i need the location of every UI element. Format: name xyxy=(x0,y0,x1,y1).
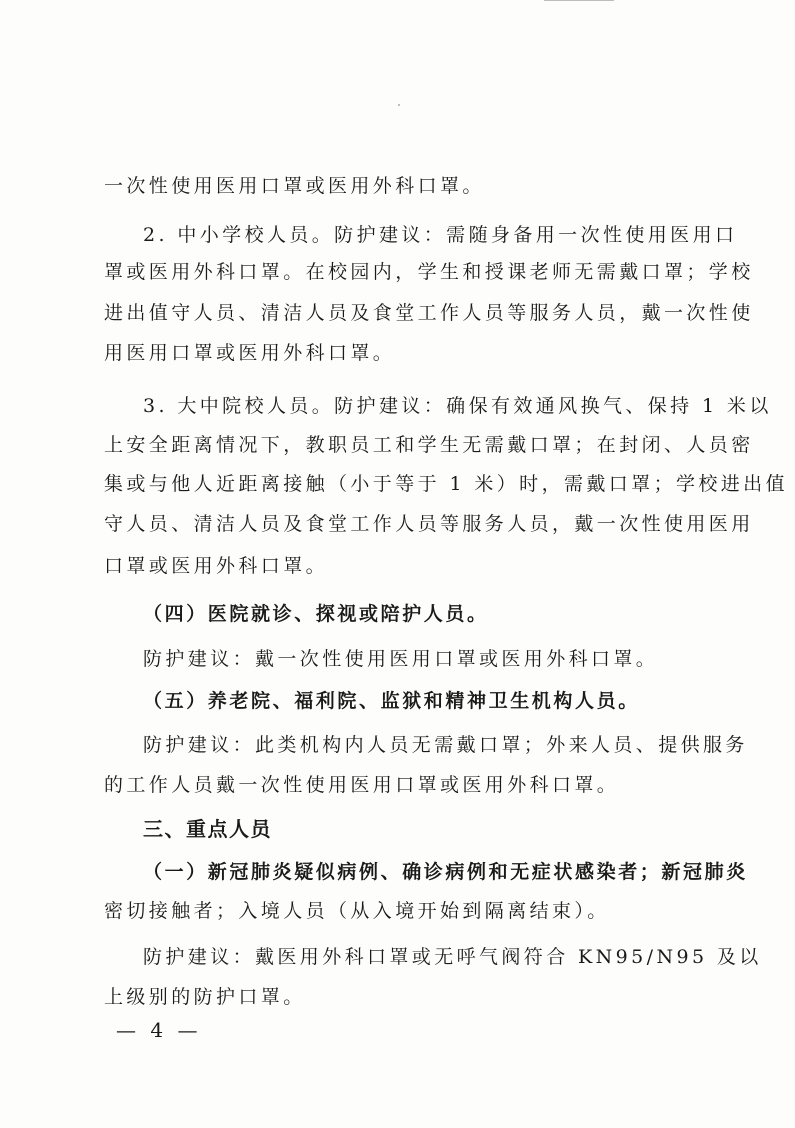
section-subheading: （四）医院就诊、探视或陪护人员。 xyxy=(143,603,489,625)
scan-mark-top xyxy=(544,0,614,1)
body-line: 密切接触者；入境人员（从入境开始到隔离结束）。 xyxy=(104,900,610,922)
body-line: 防护建议：此类机构内人员无需戴口罩；外来人员、提供服务 xyxy=(143,734,748,756)
body-line: 上级别的防护口罩。 xyxy=(104,986,306,1008)
body-line: 罩或医用外科口罩。在校园内，学生和授课老师无需戴口罩；学校 xyxy=(104,261,754,283)
body-line: 防护建议：戴医用外科口罩或无呼气阀符合 KN95/N95 及以 xyxy=(143,946,762,968)
body-line: 用医用口罩或医用外科口罩。 xyxy=(104,342,396,364)
body-line: 一次性使用医用口罩或医用外科口罩。 xyxy=(104,175,485,197)
page-number: — 4 — xyxy=(116,1018,202,1042)
body-line: 进出值守人员、清洁人员及食堂工作人员等服务人员，戴一次性使 xyxy=(104,302,754,324)
body-line: 口罩或医用外科口罩。 xyxy=(104,555,329,577)
body-line: 防护建议：戴一次性使用医用口罩或医用外科口罩。 xyxy=(143,648,659,670)
section-heading: 三、重点人员 xyxy=(143,817,272,841)
body-line: 集或与他人近距离接触（小于等于 1 米）时，需戴口罩；学校进出值 xyxy=(104,473,788,495)
section-subheading: （一）新冠肺炎疑似病例、确诊病例和无症状感染者；新冠肺炎 xyxy=(143,861,748,883)
scan-mark-dot xyxy=(398,104,400,106)
body-line: 3. 大中院校人员。防护建议：确保有效通风换气、保持 1 米以 xyxy=(143,395,772,417)
body-line: 上安全距离情况下，教职员工和学生无需戴口罩；在封闭、人员密 xyxy=(104,434,754,456)
section-subheading: （五）养老院、福利院、监狱和精神卫生机构人员。 xyxy=(143,690,640,712)
body-line: 2. 中小学校人员。防护建议：需随身备用一次性使用医用口 xyxy=(143,224,738,246)
body-line: 的工作人员戴一次性使用医用口罩或医用外科口罩。 xyxy=(104,774,620,796)
body-line: 守人员、清洁人员及食堂工作人员等服务人员，戴一次性使用医用 xyxy=(104,513,754,535)
